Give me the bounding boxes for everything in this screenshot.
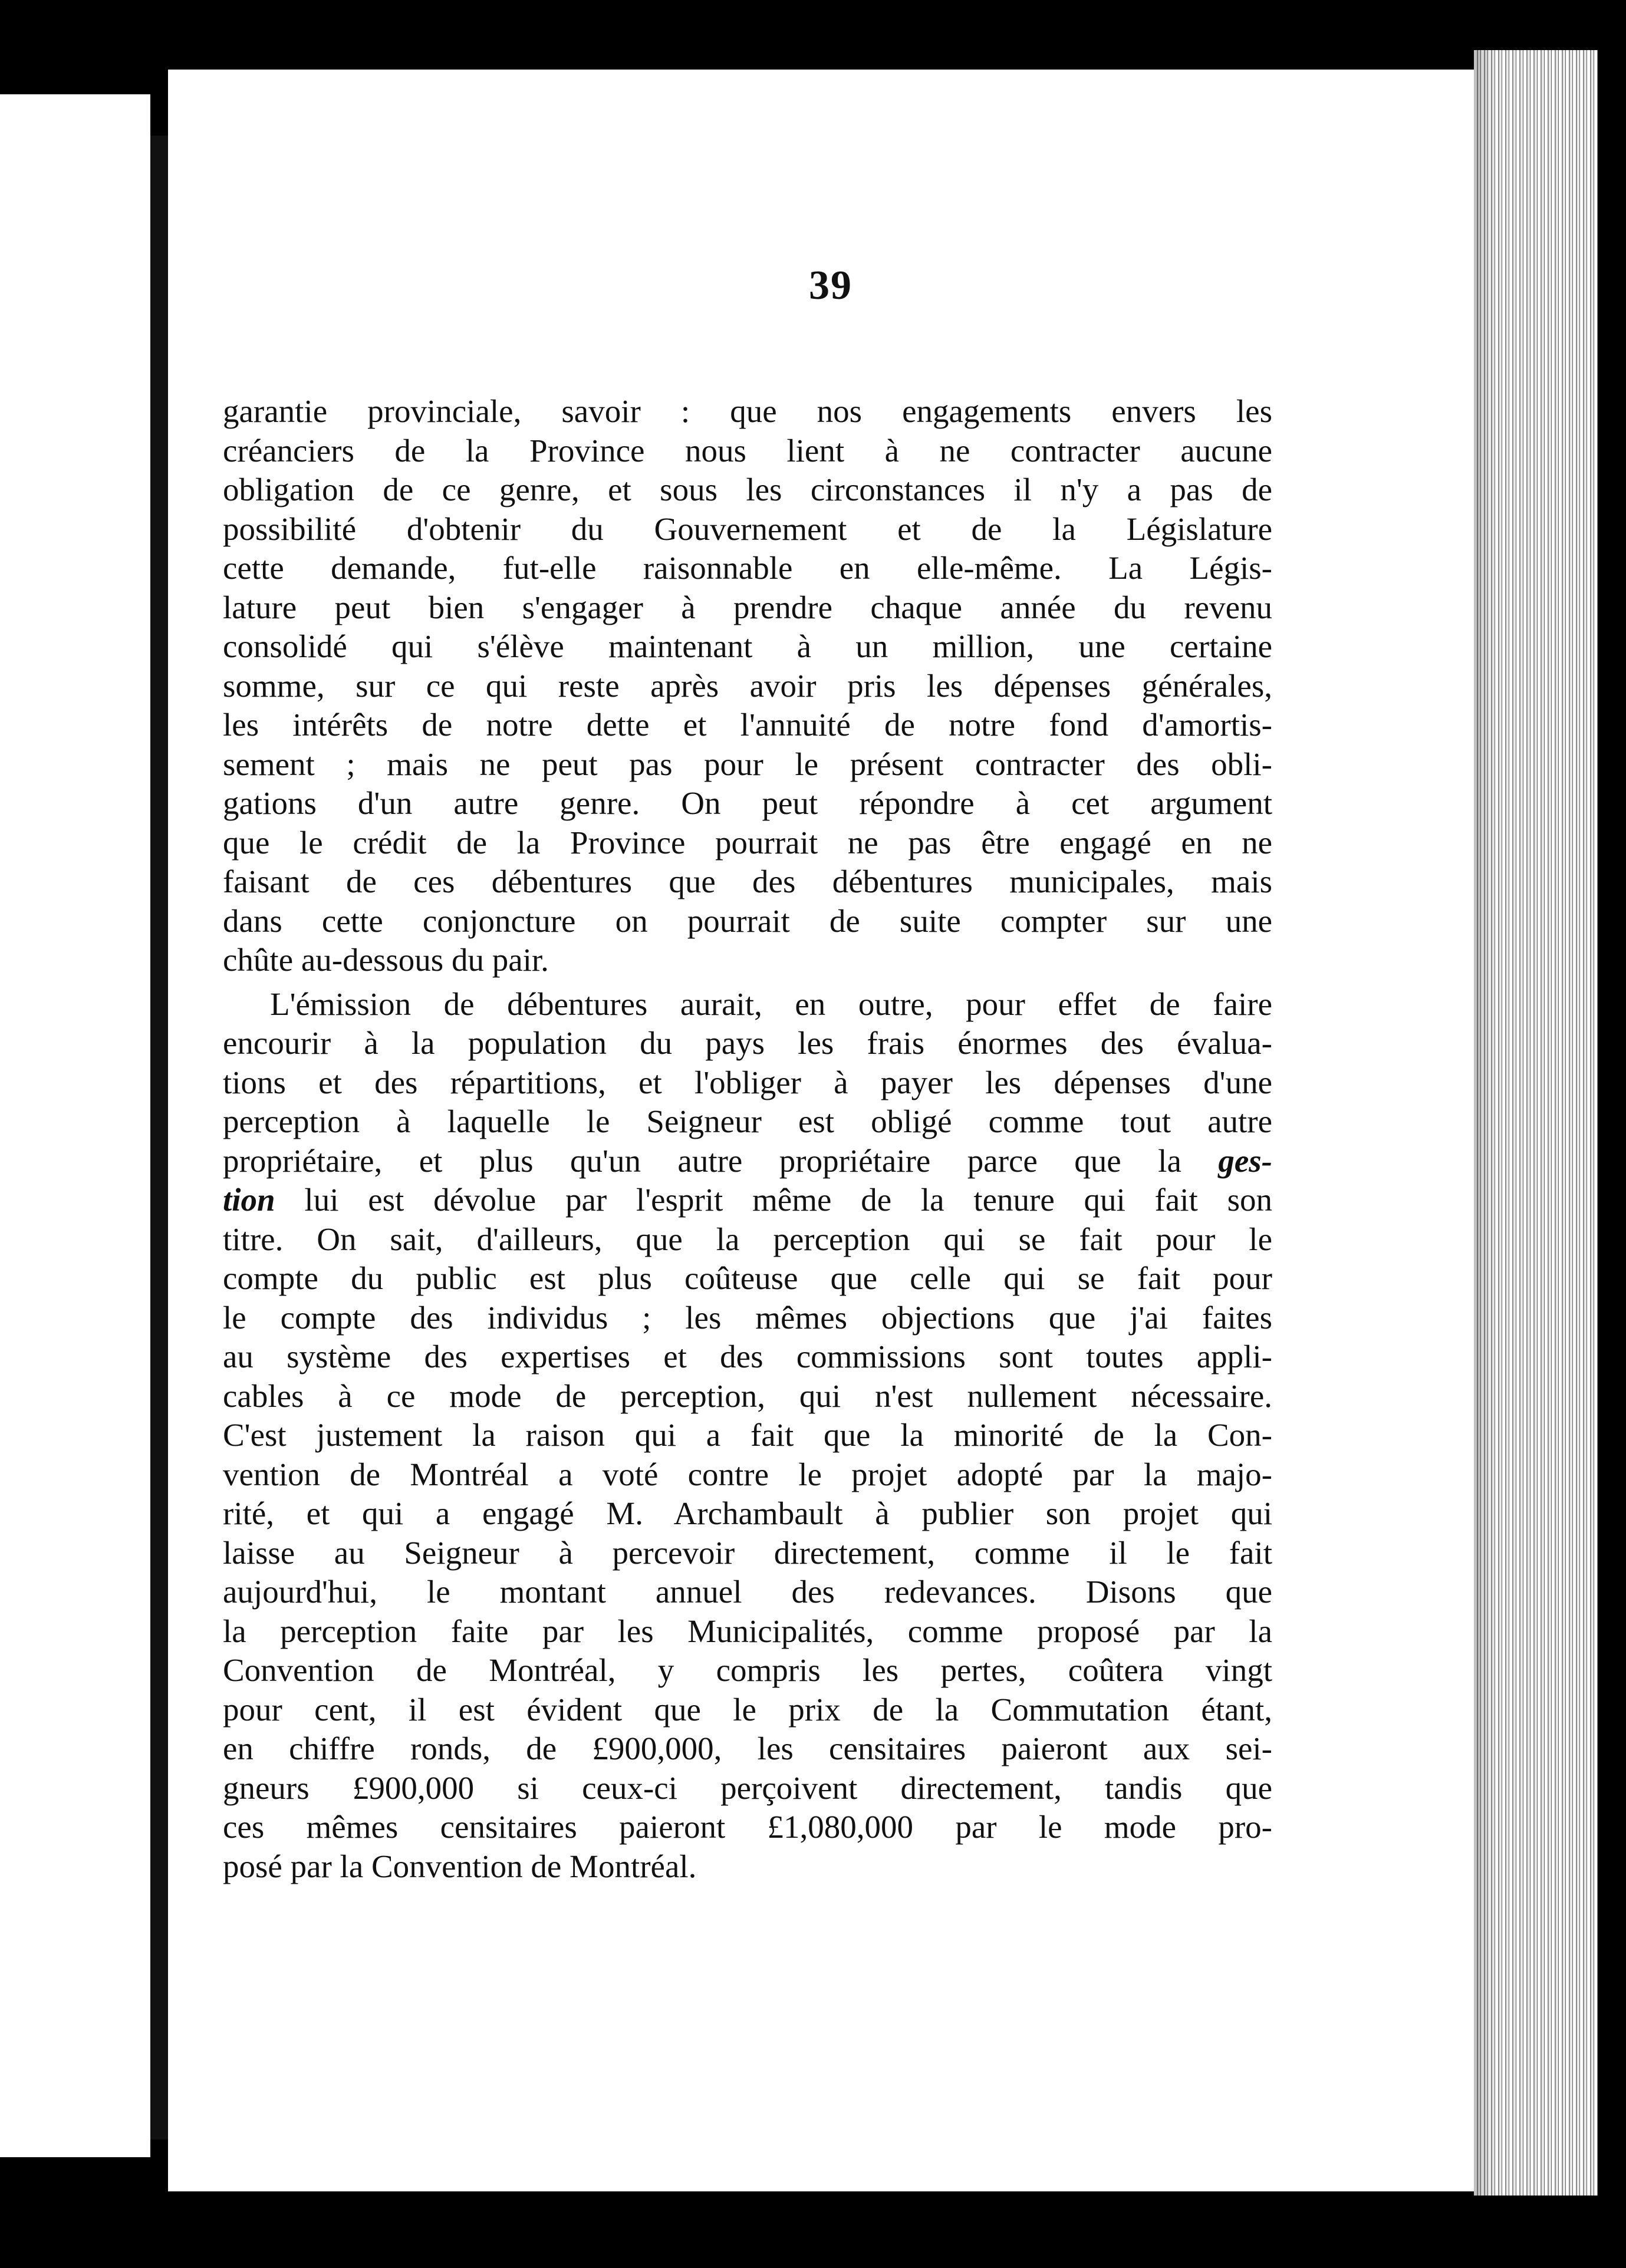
text-line: possibilité d'obtenir du Gouvernement et de la Législature bbox=[223, 510, 1272, 547]
text-line: aujourd'hui, le montant annuel des redevances. Disons que bbox=[223, 1574, 1272, 1610]
text-line: gneurs £900,000 si ceux-ci perçoivent directement, tandis que bbox=[223, 1769, 1272, 1806]
text-line: en chiffre ronds, de £900,000, les censitaires paieront aux sei- bbox=[223, 1730, 1272, 1766]
text-line: vention de Montréal a voté contre le projet adopté par la majo- bbox=[223, 1456, 1272, 1492]
italic-word: ges- bbox=[1218, 1142, 1272, 1179]
text-segment: propriétaire, et plus qu'un autre propriétaire parce que la bbox=[223, 1142, 1219, 1179]
paragraph-1 bbox=[223, 392, 1272, 980]
text-line: les intérêts de notre dette et l'annuité de notre fond d'amortis- bbox=[223, 707, 1272, 743]
text-line: obligation de ce genre, et sous les circonstances il n'y a pas de bbox=[223, 472, 1272, 507]
text-segment: lui est dévolue par l'esprit même de la tenure qui fait son bbox=[304, 1182, 1272, 1218]
text-line: la perception faite par les Municipalités, comme proposé par la bbox=[223, 1613, 1272, 1649]
text-line: rité, et qui a engagé M. Archambault à publier son projet qui bbox=[223, 1495, 1272, 1531]
text-line: garantie provinciale, savoir : que nos engagements envers les bbox=[223, 393, 1272, 429]
page-number: 39 bbox=[809, 263, 853, 308]
text-line: que le crédit de la Province pourrait ne pas être engagé en ne bbox=[223, 824, 1272, 861]
text-line: compte du public est plus coûteuse que celle qui se fait pour bbox=[223, 1260, 1272, 1296]
text-line: laisse au Seigneur à percevoir directement, comme il le fait bbox=[223, 1534, 1272, 1571]
facing-page-edge bbox=[0, 94, 150, 2157]
text-line: sement ; mais ne peut pas pour le présent contracter des obli- bbox=[223, 746, 1272, 782]
text-line-with-italic bbox=[223, 1181, 1272, 1220]
body-text bbox=[223, 392, 1272, 1886]
text-line: consolidé qui s'élève maintenant à un million, une certaine bbox=[223, 628, 1272, 664]
book-gutter bbox=[150, 136, 168, 2140]
text-line: somme, sur ce qui reste après avoir pris les dépenses générales, bbox=[223, 667, 1272, 704]
italic-word: tion bbox=[223, 1182, 275, 1218]
text-line: Convention de Montréal, y compris les pertes, coûtera vingt bbox=[223, 1652, 1272, 1688]
text-line: pour cent, il est évident que le prix de la Commutation étant, bbox=[223, 1691, 1272, 1728]
text-line: encourir à la population du pays les frais énormes des évalua- bbox=[223, 1025, 1272, 1061]
text-line: gations d'un autre genre. On peut répondre à cet argument bbox=[223, 785, 1272, 821]
text-line: créanciers de la Province nous lient à ne contracter aucune bbox=[223, 432, 1272, 469]
text-line: ces mêmes censitaires paieront £1,080,000 par le mode pro- bbox=[223, 1809, 1272, 1845]
text-line: chûte au-dessous du pair. bbox=[223, 942, 549, 978]
text-line: L'émission de débentures aurait, en outre, pour effet de faire bbox=[270, 985, 1272, 1022]
text-line: perception à laquelle le Seigneur est obligé comme tout autre bbox=[223, 1103, 1272, 1139]
text-line: dans cette conjoncture on pourrait de suite compter sur une bbox=[223, 902, 1272, 939]
text-line: tions et des répartitions, et l'obliger à payer les dépenses d'une bbox=[223, 1064, 1272, 1100]
text-line: titre. On sait, d'ailleurs, que la perception qui se fait pour le bbox=[223, 1221, 1272, 1257]
text-line: faisant de ces débentures que des débentures municipales, mais bbox=[223, 863, 1272, 899]
text-line: cables à ce mode de perception, qui n'est nullement nécessaire. bbox=[223, 1377, 1272, 1414]
text-line: au système des expertises et des commissions sont toutes appli- bbox=[223, 1339, 1272, 1374]
text-line-with-italic bbox=[223, 1142, 1272, 1181]
page-edge-shadow bbox=[1474, 50, 1495, 2196]
paragraph-2 bbox=[223, 985, 1272, 1887]
text-line: cette demande, fut-elle raisonnable en elle-même. La Légis- bbox=[223, 550, 1272, 586]
text-line: posé par la Convention de Montréal. bbox=[223, 1848, 697, 1884]
text-line: C'est justement la raison qui a fait que la minorité de la Con- bbox=[223, 1417, 1272, 1453]
text-line: le compte des individus ; les mêmes objections que j'ai faites bbox=[223, 1299, 1272, 1336]
text-line: lature peut bien s'engager à prendre chaque année du revenu bbox=[223, 589, 1272, 625]
